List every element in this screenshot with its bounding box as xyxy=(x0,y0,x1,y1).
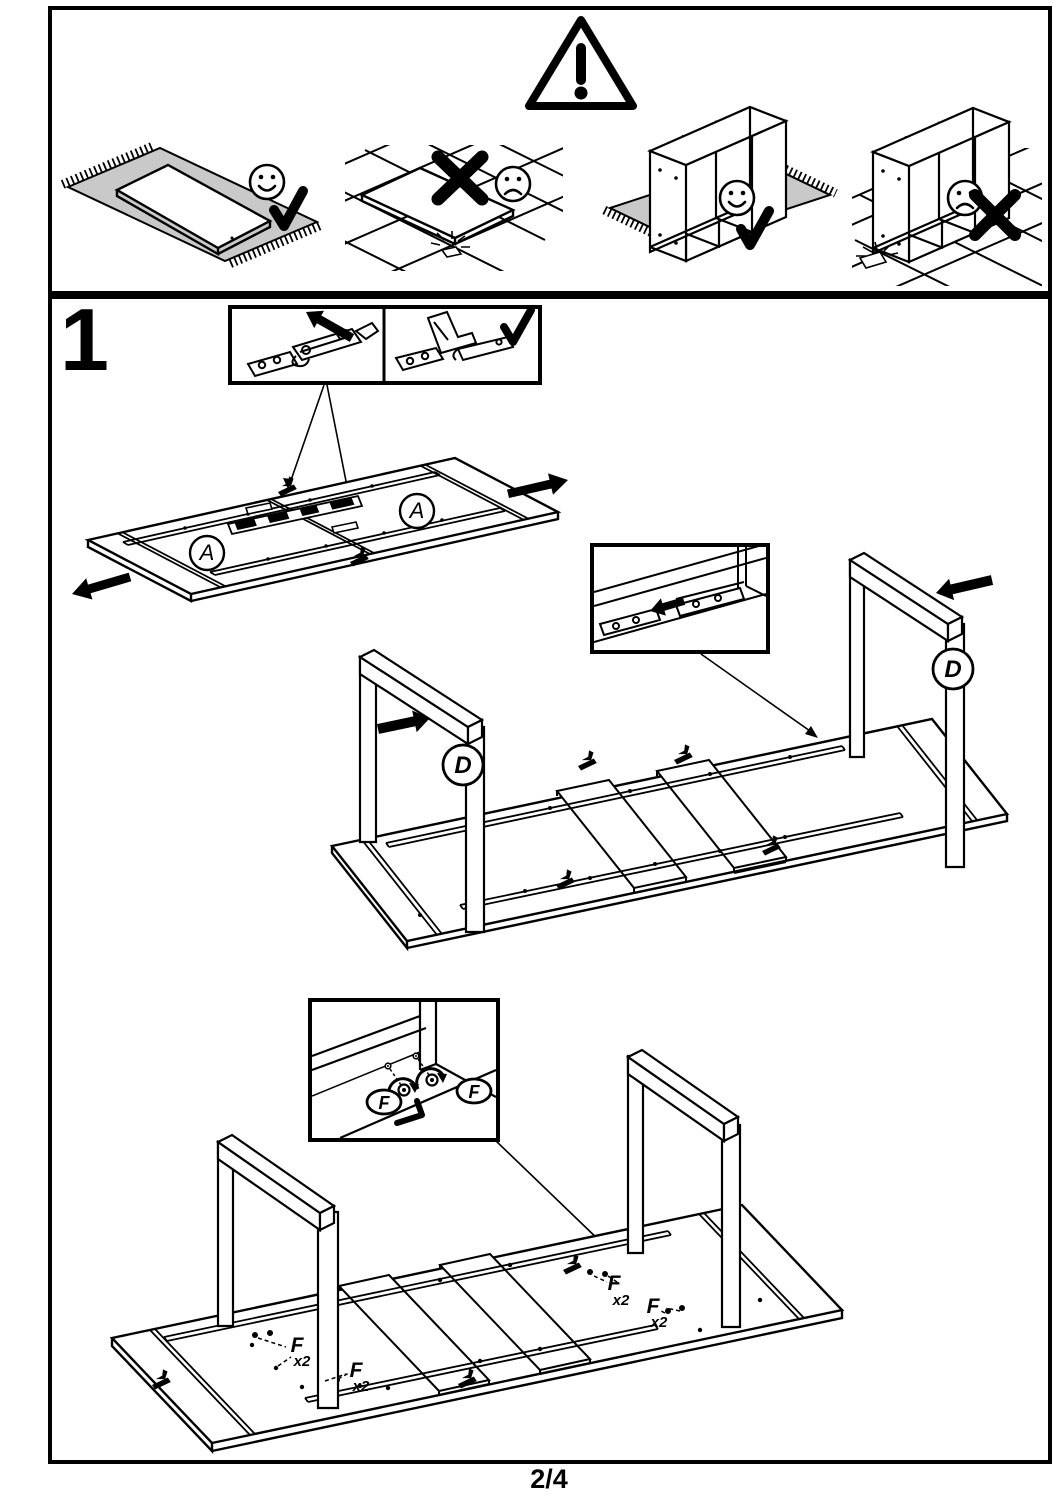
screw-icon xyxy=(399,1085,410,1096)
svg-text:F: F xyxy=(468,1082,480,1102)
warning-section xyxy=(50,8,1058,312)
step-section xyxy=(50,290,1050,1462)
part-label-f-badge xyxy=(367,1090,401,1114)
rail-slide-inset xyxy=(592,544,818,738)
svg-text:A: A xyxy=(199,540,215,565)
pull-arrow-right-icon xyxy=(507,473,568,498)
callout-leader-line xyxy=(701,654,810,731)
screw-inset xyxy=(310,1000,610,1251)
part-label-a xyxy=(400,494,434,528)
scene-tabletop-on-rug xyxy=(63,145,323,263)
svg-text:D: D xyxy=(454,752,472,779)
sad-face-icon xyxy=(496,167,530,201)
svg-text:F: F xyxy=(349,1359,363,1382)
warning-triangle-icon xyxy=(529,20,633,106)
svg-text:D: D xyxy=(944,656,962,683)
part-label-a xyxy=(190,536,224,570)
cabinet-frame xyxy=(650,107,786,261)
happy-face-icon xyxy=(720,181,754,215)
latch-glyph xyxy=(575,749,597,771)
happy-face-icon xyxy=(250,165,284,199)
part-label-d xyxy=(443,745,483,785)
svg-text:x2: x2 xyxy=(352,1378,370,1395)
cabinet-frame xyxy=(873,108,1009,262)
svg-text:F: F xyxy=(378,1093,390,1113)
page-number: 2/4 xyxy=(530,1464,568,1494)
svg-text:x2: x2 xyxy=(612,1292,630,1309)
pull-arrow-left-icon xyxy=(72,573,131,600)
part-label-f-badge xyxy=(457,1079,491,1103)
part-label-d xyxy=(933,649,973,689)
svg-text:F: F xyxy=(290,1334,304,1357)
tabletop-diagram xyxy=(72,458,568,601)
screw-icon xyxy=(427,1075,438,1086)
leader-arrowhead xyxy=(805,726,818,738)
scene-cabinet-on-rug xyxy=(604,107,835,261)
callout-leader-line xyxy=(495,1140,603,1244)
latch-glyph xyxy=(671,743,693,765)
step-number: 1 xyxy=(60,290,109,389)
svg-text:x2: x2 xyxy=(293,1353,311,1370)
svg-text:x2: x2 xyxy=(650,1314,668,1331)
scene-cabinet-on-hard-floor xyxy=(840,108,1058,312)
insert-arrow-icon xyxy=(936,575,993,600)
svg-text:F: F xyxy=(646,1295,660,1318)
svg-text:F: F xyxy=(607,1272,621,1295)
svg-text:A: A xyxy=(409,498,425,523)
scene-tabletop-on-hard-floor xyxy=(312,87,590,305)
